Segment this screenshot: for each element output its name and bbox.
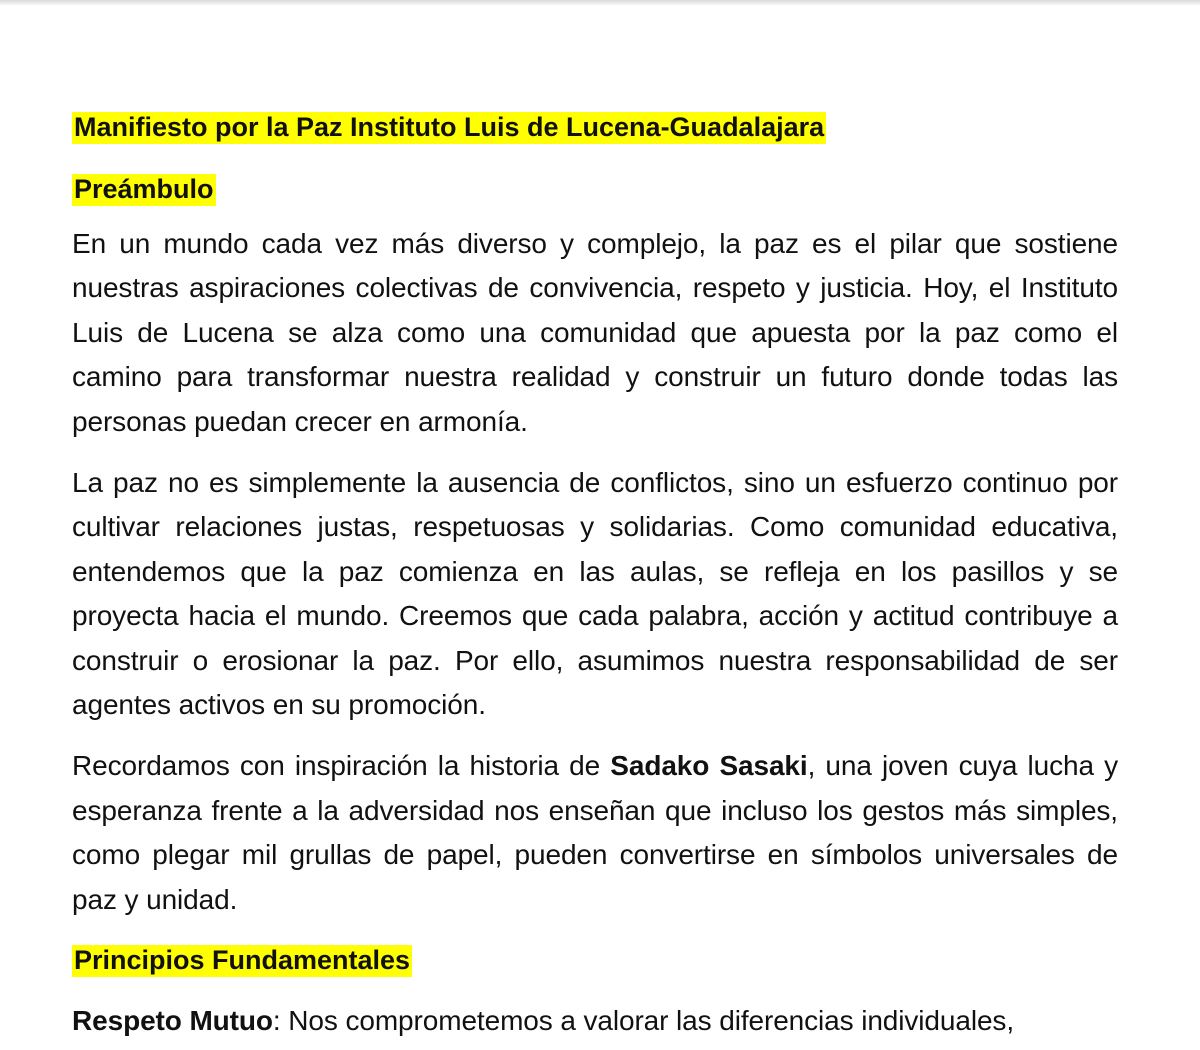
- document-title-text: Manifiesto por la Paz Instituto Luis de Lucena-Guadalajara: [74, 112, 825, 142]
- paragraph-3-start: Recordamos con inspiración la historia de: [72, 750, 611, 782]
- principles-heading: [72, 939, 1118, 981]
- document-page: [72, 106, 1118, 1050]
- preamble-heading-text: Preámbulo: [74, 174, 214, 204]
- window-top-shadow: [0, 0, 1200, 6]
- paragraph-1: En un mundo cada vez más diverso y complejo, la paz es el pilar que sostiene nuestras aspiraciones colectivas de convivencia, respeto y justicia. Hoy, el Instituto Luis de Lucena se alza como una comunidad que apuesta por la paz como el camino para transformar nuestra realidad y construir un futuro donde todas las personas puedan crecer en armonía.: [72, 228, 1118, 437]
- paragraph-3-end: , una joven cuya lucha y esperanza frente a la adversidad nos enseñan que incluso los gestos más simples, como plegar mil grullas de papel, pueden convertirse en símbolos universales de paz y unidad.: [72, 750, 1119, 915]
- principles-heading-text: Principios Fundamentales: [74, 945, 411, 976]
- preamble-heading: [72, 168, 1118, 210]
- paragraph-3: [72, 744, 1118, 922]
- document-title: [72, 106, 1118, 148]
- principle-1: [72, 999, 1118, 1043]
- paragraph-3-name: Sadako Sasaki: [610, 750, 808, 782]
- paragraph-2: La paz no es simplemente la ausencia de conflictos, sino un esfuerzo continuo por cultivar relaciones justas, respetuosas y solidarias. Como comunidad educativa, entendemos que la paz comienza en las aulas, se refleja en los pasillos y se proyecta hacia el mundo. Creemos que cada palabra, acción y actitud contribuye a construir o erosionar la paz. Por ello, asumimos nuestra responsabilidad de ser agentes activos en su promoción.: [72, 467, 1118, 721]
- principle-1-text: : Nos comprometemos a valorar las diferencias individuales,: [272, 1005, 1015, 1037]
- principle-1-term: Respeto Mutuo: [72, 1005, 273, 1037]
